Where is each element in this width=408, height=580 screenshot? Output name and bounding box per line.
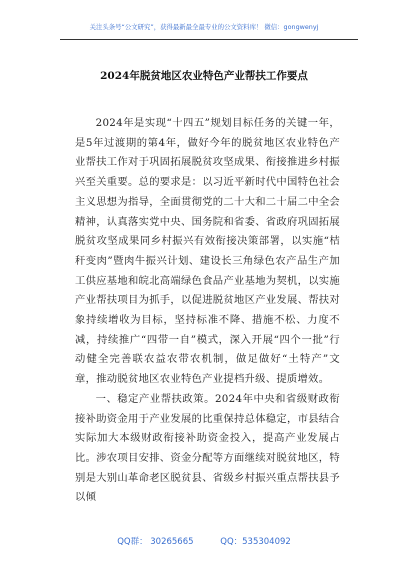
footer-contact	[0, 535, 408, 547]
header-note: 关注头条号“公文研究”，获得最新最全最专业的公文资料库！ 微信：gongwenyj	[89, 23, 319, 31]
paragraph-section-1: 一、稳定产业帮扶政策。2024年中央和省级财政衔接补助资金用于产业发展的比重保持总体稳定，市县结合实际加大本级财政衔接补助资金投入，提高产业发展占比。涉农项目安排、资金分配等方面继续对脱贫地区，特别是大别山革命老区脱贫县、省级乡村振兴重点帮扶县予以倾	[75, 392, 340, 504]
footer-qq-number: QQ：535304092	[220, 537, 291, 547]
document-title: 2024年脱贫地区农业特色产业帮扶工作要点	[100, 70, 308, 82]
paragraph-intro: 2024年是实现“十四五”规划目标任务的关键一年，是5年过渡期的第4年，做好今年的脱贫地区农业特色产业帮扶工作对于巩固拓展脱贫攻坚成果、衔接推进乡村振兴至关重要。总的要求是：以习近平新时代中国特色社会主义思想为指导，全面贯彻党的二十大和二十届二中全会精神，认真落实党中央、国务院和省委、省政府巩固拓展脱贫攻坚成果同乡村振兴有效衔接决策部署，以实施“桔秆变肉”暨肉牛振兴计划、建设长三角绿色农产品生产加工供应基地和皖北高端绿色食品产业基地为契机，以实施产业帮扶项目为抓手，以促进脱贫地区产业发展、帮扶对象持续增收为目标，坚持标准不降、措施不松、力度不减，持续推广“四带一自”模式，深入开展“四个一批”行动健全完善联农益农带农机制，做足做好“土特产”文章，推动脱贫地区农业特色产业提档升级、提质增效。	[75, 117, 340, 386]
document-body	[75, 114, 340, 508]
footer-qq-group: QQ群： 30265665	[117, 537, 194, 547]
header-divider	[60, 39, 358, 40]
